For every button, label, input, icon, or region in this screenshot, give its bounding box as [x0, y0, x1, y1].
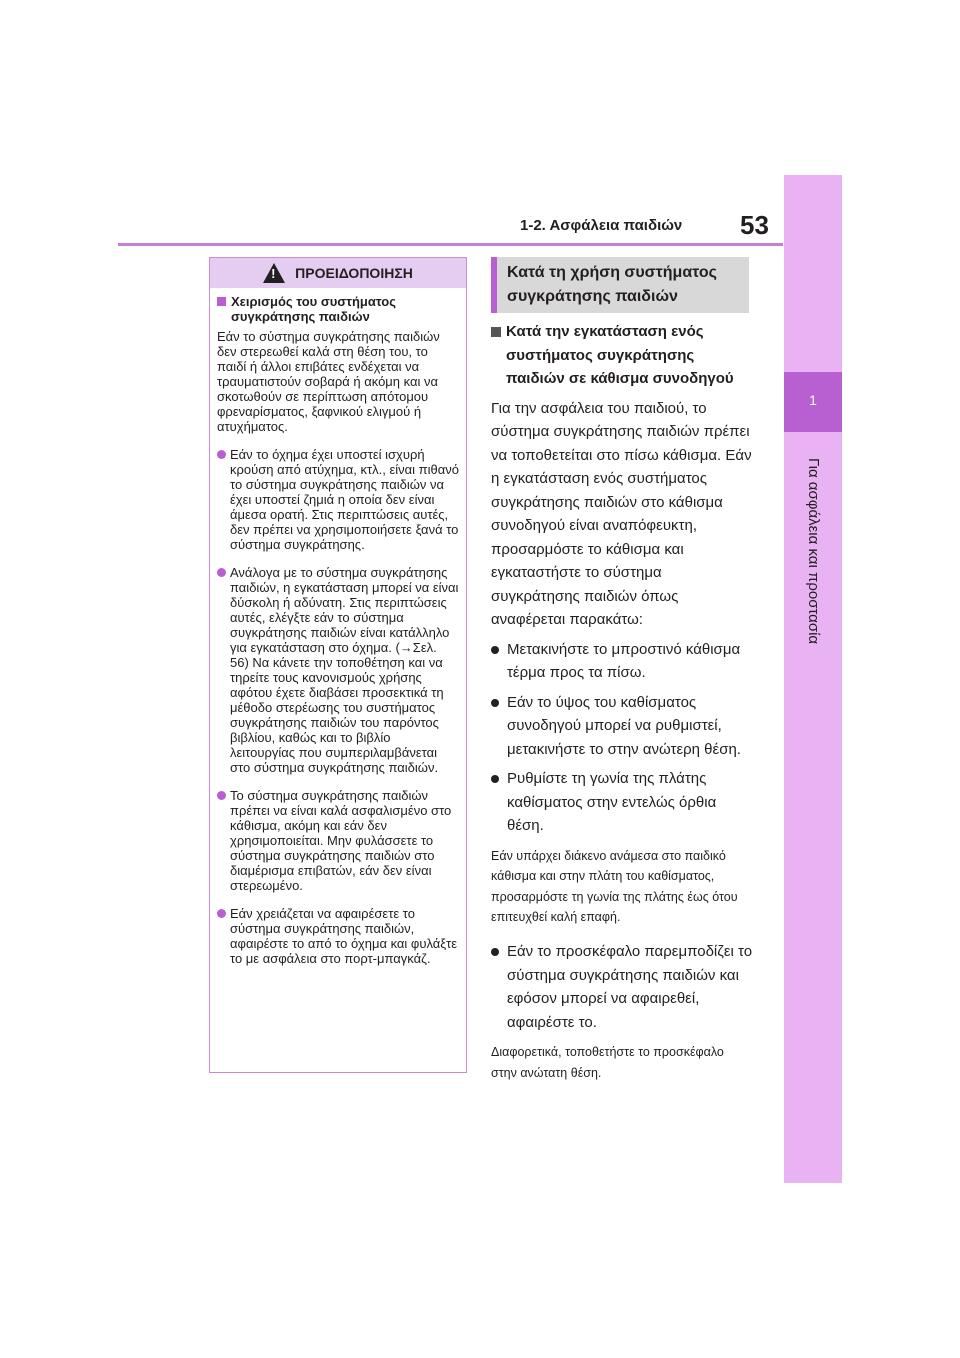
bullet-dot-icon [491, 775, 499, 783]
step-text: Ρυθμίστε τη γωνία της πλάτης καθίσματος στην εντελώς όρθια θέση. [507, 770, 717, 834]
main-content [491, 320, 753, 1096]
section-title: 1-2. Ασφάλεια παιδιών [520, 217, 683, 234]
warning-subheading [217, 294, 459, 324]
warning-subheading-text: Χειρισμός του συστήματος συγκράτησης παιδιών [231, 294, 397, 324]
round-bullet-icon [217, 909, 226, 918]
main-subheading-text: Κατά την εγκατάσταση ενός συστήματος συγκράτησης παιδιών σε κάθισμα συνοδηγού [506, 323, 734, 387]
section-heading: Κατά τη χρήση συστήματος συγκράτησης παιδιών [491, 257, 749, 313]
warning-bullet-text: Ανάλογα με το σύστημα συγκράτησης παιδιών, η εγκατάσταση μπορεί να είναι δύσκολη ή αδύνατη. Στις περιπτώσεις αυτές, ελέγξτε εάν το σύστημα συγκράτησης παιδιών είναι κατάλληλο για εγκατάσταση στο όχημα. (→Σελ. 56) Να κάνετε την τοποθέτηση και να τηρείτε τους κανονισμούς χρήσης αφότου έχετε διαβάσει προσεκτικά τη μέθοδο στερέωσης του συστήματος συγκράτησης παιδιών του παρόντος βιβλίου, καθώς και το βιβλίο λειτουργίας που συμπεριλαμβάνεται στο σύστημα συγκράτησης παιδιών. [230, 565, 459, 775]
round-bullet-icon [217, 791, 226, 800]
chapter-label: Για ασφάλεια και προστασία [805, 457, 822, 645]
warning-box [209, 257, 467, 1073]
chapter-number: 1 [809, 392, 817, 408]
step-text: Εάν το ύψος του καθίσματος συνοδηγού μπορεί να ρυθμιστεί, μετακινήστε το στην ανώτερη θέση. [507, 693, 741, 758]
step-item [491, 691, 753, 762]
note-text: Εάν υπάρχει διάκενο ανάμεσα στο παιδικό κάθισμα και στην πλάτη του καθίσματος, προσαρμόστε τη γωνία της πλάτης έως ότου επιτευχθεί καλή επαφή. [491, 848, 738, 924]
warning-bullet [217, 565, 459, 775]
round-bullet-icon [217, 568, 226, 577]
warning-bullet-text: Εάν το όχημα έχει υποστεί ισχυρή κρούση από ατύχημα, κτλ., είναι πιθανό το σύστημα συγκράτησης παιδιών να έχει υποστεί ζημιά η οποία δεν είναι άμεσα ορατή. Στις περιπτώσεις αυτές, δεν πρέπει να χρησιμοποιήσετε ξανά το σύστημα συγκράτησης. [230, 447, 459, 552]
page-number: 53 [740, 210, 769, 240]
chapter-side-tab [784, 175, 842, 1183]
warning-bullet [217, 788, 459, 893]
warning-body [210, 288, 466, 966]
bullet-dot-icon [491, 948, 499, 956]
warning-bullet [217, 447, 459, 552]
header-divider [118, 243, 783, 246]
step-item [491, 767, 753, 838]
square-bullet-icon [491, 327, 501, 337]
main-intro: Για την ασφάλεια του παιδιού, το σύστημα συγκράτησης παιδιών πρέπει να τοποθετείται στο πίσω κάθισμα. Εάν η εγκατάσταση ενός συστήματος συγκράτησης παιδιών στο κάθισμα συνοδηγού είναι αναπόφευκτη, προσαρμόστε το κάθισμα και εγκαταστήστε το σύστημα συγκράτησης παιδιών όπως αναφέρεται παρακάτω: [491, 399, 752, 628]
step-item [491, 638, 753, 685]
step-text: Μετακινήστε το μπροστινό κάθισμα τέρμα προς τα πίσω. [507, 640, 741, 681]
warning-bullet-text: Εάν χρειάζεται να αφαιρέσετε το σύστημα συγκράτησης παιδιών, αφαιρέστε το από το όχημα και φυλάξτε το με ασφάλεια στο πορτ-μπαγκάζ. [230, 906, 458, 966]
main-subheading [491, 320, 753, 391]
warning-header [210, 258, 466, 288]
step-item [491, 940, 753, 1034]
warning-intro: Εάν το σύστημα συγκράτησης παιδιών δεν στερεωθεί καλά στη θέση του, το παιδί ή άλλοι επιβάτες ενδέχεται να τραυματιστούν σοβαρά ή ακόμη και να σκοτωθούν σε περίπτωση απότομου φρεναρίσματος, ξαφνικού ελιγμού ή ατυχήματος. [217, 329, 440, 434]
warning-bullet-text: Το σύστημα συγκράτησης παιδιών πρέπει να είναι καλά ασφαλισμένο στο κάθισμα, ακόμη και εάν δεν χρησιμοποιείται. Μην φυλάσσετε το σύστημα συγκράτησης παιδιών στο διαμέρισμα επιβατών, εάν δεν είναι στερεωμένο. [230, 788, 452, 893]
step-text: Εάν το προσκέφαλο παρεμποδίζει το σύστημα συγκράτησης παιδιών και εφόσον μπορεί να αφαιρεθεί, αφαιρέστε το. [507, 943, 753, 1031]
round-bullet-icon [217, 450, 226, 459]
bullet-dot-icon [491, 646, 499, 654]
note-text: Διαφορετικά, τοποθετήστε το προσκέφαλο στην ανώτατη θέση. [491, 1045, 724, 1080]
bullet-dot-icon [491, 699, 499, 707]
square-bullet-icon [217, 297, 226, 306]
warning-title: ΠΡΟΕΙΔΟΠΟΙΗΣΗ [295, 265, 413, 281]
warning-bullet [217, 906, 459, 966]
warning-triangle-icon [263, 263, 285, 283]
